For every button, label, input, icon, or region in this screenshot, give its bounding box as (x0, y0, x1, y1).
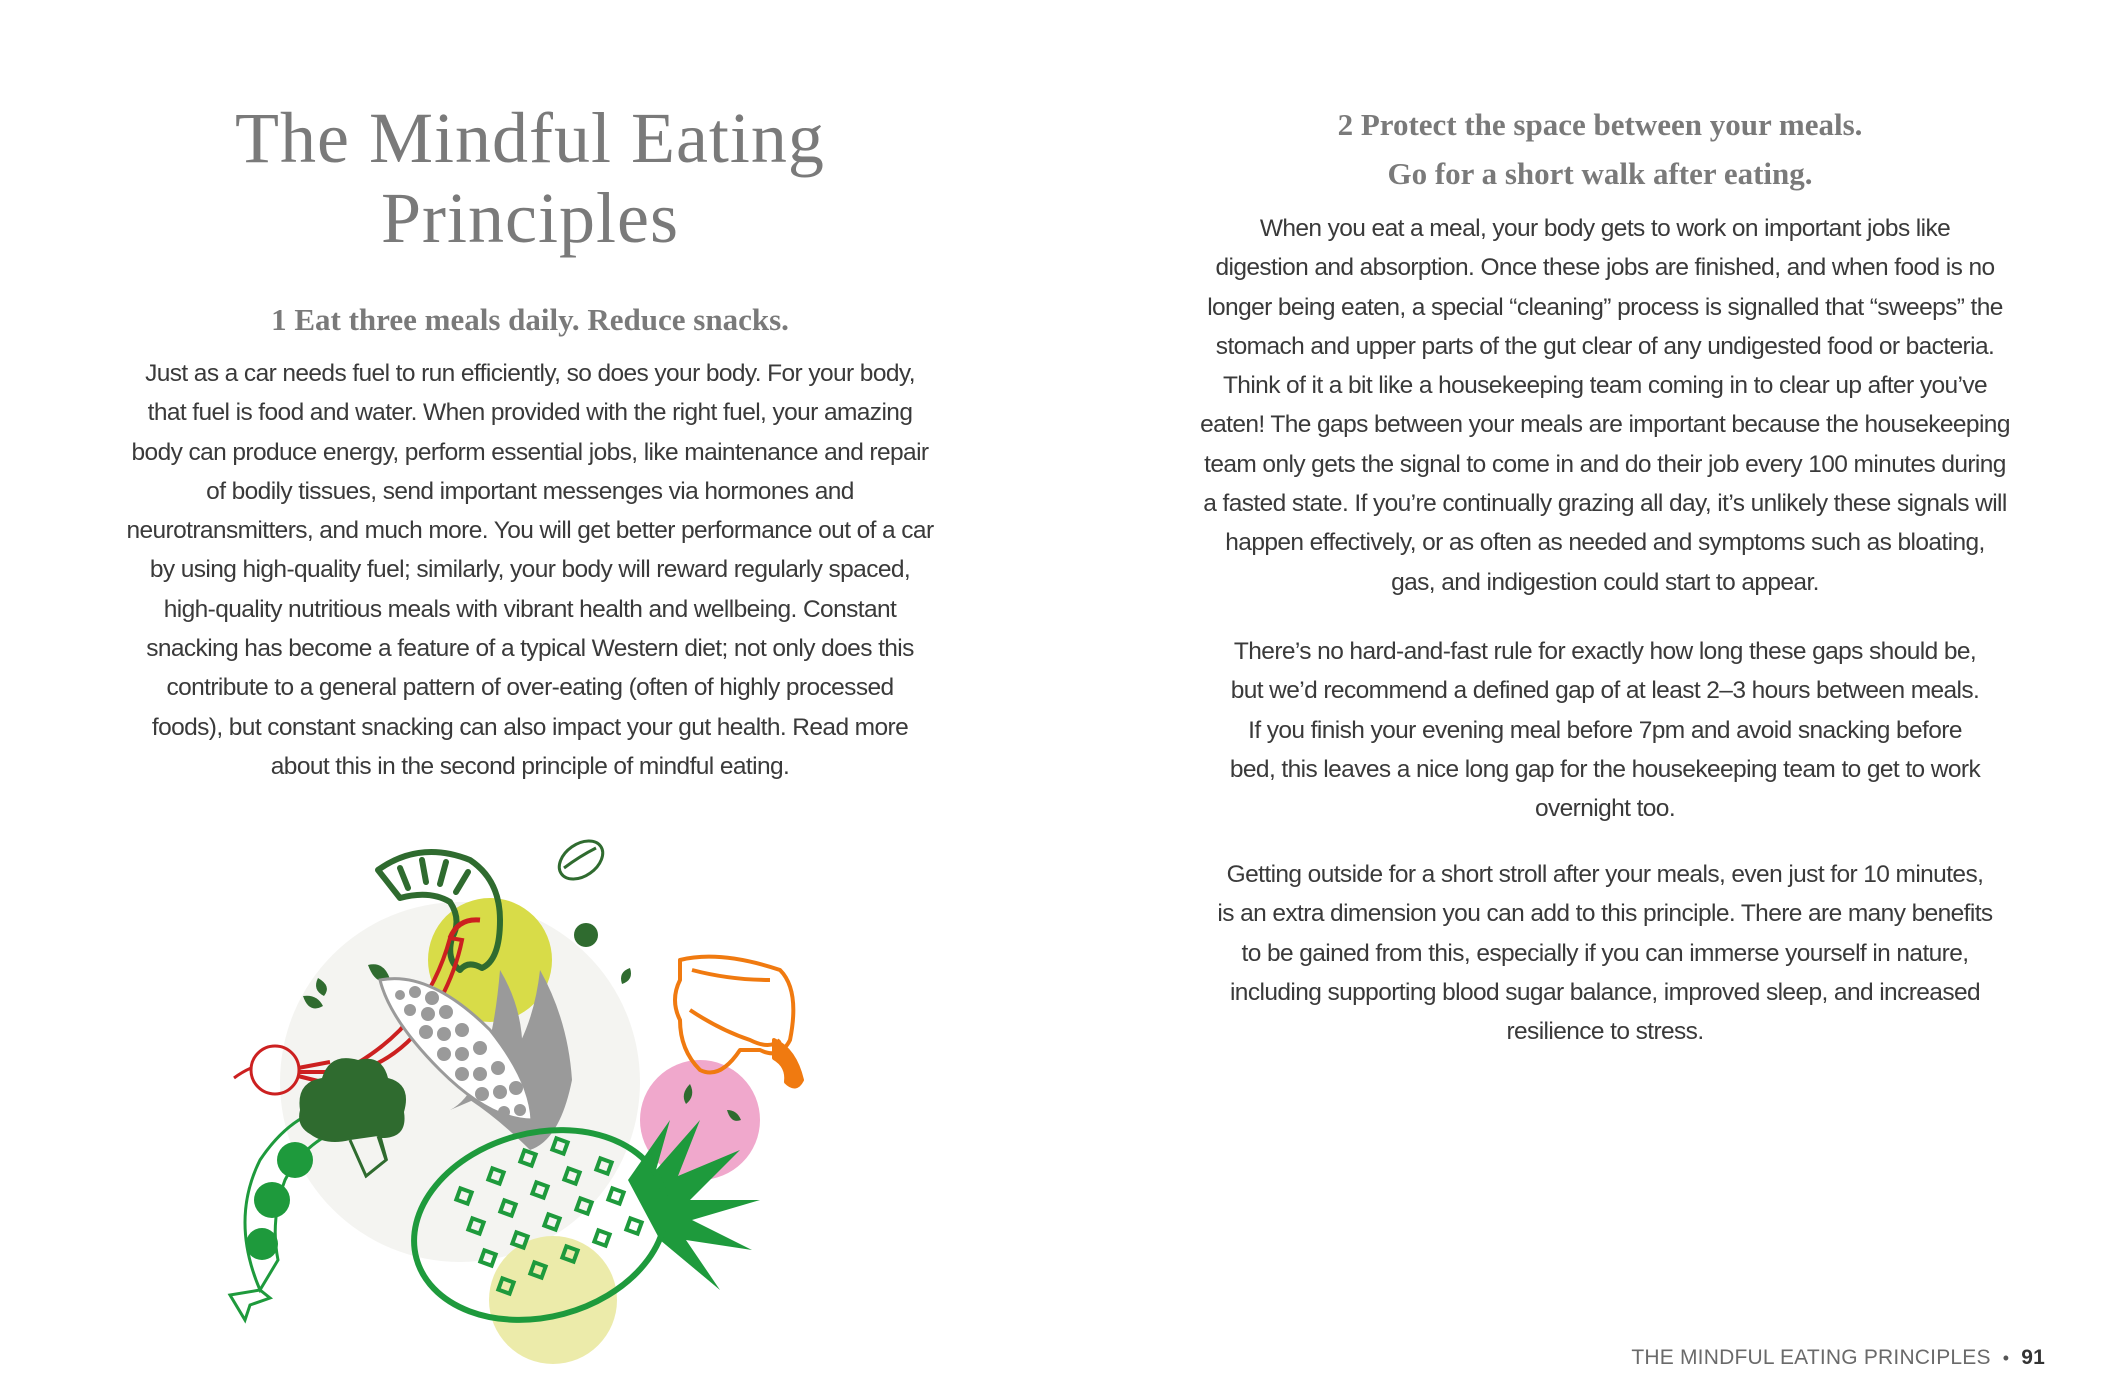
text-line: stomach and upper parts of the gut clear of any undigested food or bacteria. (1215, 332, 1995, 360)
text-line: eaten! The gaps between your meals are important because the housekeeping (1200, 411, 2010, 439)
page-number: 91 (2021, 1346, 2045, 1369)
text-line: contribute to a general pattern of over-eating (often of highly processed (166, 674, 894, 702)
title-line-2: Principles (381, 178, 679, 258)
text-line: Getting outside for a short stroll after your meals, even just for 10 minutes, (1226, 861, 1984, 888)
text-line: gas, and indigestion could start to appear. (1391, 568, 1819, 596)
principle-2-paragraph-1 (1170, 209, 2040, 602)
text-line: by using high-quality fuel; similarly, your body will reward regularly spaced, (149, 556, 911, 584)
title-line-1: The Mindful Eating (235, 98, 825, 178)
seed-icon (552, 833, 610, 887)
text-line: that fuel is food and water. When provided with the right fuel, your amazing (147, 399, 913, 427)
blueberry-icon (574, 923, 598, 947)
principle-1-heading: 1 Eat three meals daily. Reduce snacks. (271, 302, 789, 337)
text-line: overnight too. (1534, 795, 1676, 823)
text-line: foods), but constant snacking can also impact your gut health. Read more (151, 713, 909, 741)
heading-line-2: Go for a short walk after eating. (1387, 156, 1813, 191)
text-line: about this in the second principle of mindful eating. (270, 752, 790, 780)
text-line: happen effectively, or as often as needed and symptoms such as bloating, (1225, 529, 1985, 557)
text-line: digestion and absorption. Once these jobs are finished, and when food is no (1215, 254, 1995, 282)
principle-1-paragraph (82, 354, 978, 786)
text-line: snacking has become a feature of a typical Western diet; not only does this (146, 635, 914, 663)
principle-2-heading-block (1180, 100, 2020, 198)
text-line: Just as a car needs fuel to run efficiently, so does your body. For your body, (145, 360, 915, 387)
text-line: Think of it a bit like a housekeeping team coming in to clear up after you’ve (1222, 372, 1988, 400)
text-line: including supporting blood sugar balance, improved sleep, and increased (1229, 978, 1981, 1006)
text-line: bed, this leaves a nice long gap for the housekeeping team to get to work (1229, 755, 1981, 783)
food-illustration (200, 820, 860, 1380)
text-line: When you eat a meal, your body gets to work on important jobs like (1259, 215, 1951, 242)
text-line: If you finish your evening meal before 7pm and avoid snacking before (1248, 716, 1962, 744)
heading-line-1: 2 Protect the space between your meals. (1337, 107, 1863, 142)
text-line: but we’d recommend a defined gap of at least 2–3 hours between meals. (1230, 677, 1980, 705)
text-line: high-quality nutritious meals with vibrant health and wellbeing. Constant (163, 595, 897, 623)
text-line: a fasted state. If you’re continually grazing all day, it’s unlikely these signals will (1203, 490, 2007, 518)
principle-1-heading-block (90, 295, 970, 344)
page-title (90, 98, 970, 258)
text-line: to be gained from this, especially if you can immerse yourself in nature, (1241, 939, 1969, 967)
page-footer (1631, 1346, 2045, 1370)
running-head: THE MINDFUL EATING PRINCIPLES (1631, 1346, 1991, 1369)
text-line: resilience to stress. (1506, 1018, 1704, 1046)
text-line: longer being eaten, a special “cleaning” process is signalled that “sweeps” the (1207, 293, 2003, 321)
text-line: is an extra dimension you can add to this principle. There are many benefits (1217, 900, 1993, 928)
principle-2-heading (1180, 100, 2020, 198)
right-page (1060, 0, 2119, 1400)
principle-2-paragraph-2 (1170, 632, 2040, 828)
bullet-separator-icon: • (2002, 1347, 2010, 1368)
text-line: There’s no hard-and-fast rule for exactly how long these gaps should be, (1233, 638, 1977, 665)
principle-2-paragraph-3 (1170, 855, 2040, 1051)
text-line: neurotransmitters, and much more. You will get better performance out of a car (126, 517, 934, 545)
text-line: of bodily tissues, send important messenges via hormones and (206, 477, 854, 505)
text-line: team only gets the signal to come in and do their job every 100 minutes during (1204, 450, 2006, 478)
text-line: body can produce energy, perform essential jobs, like maintenance and repair (131, 438, 929, 466)
